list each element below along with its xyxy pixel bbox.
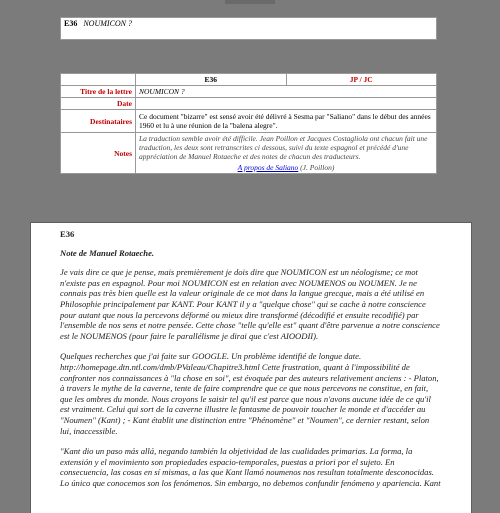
notes-label: Notes — [61, 133, 136, 174]
link-author: (J. Poillon) — [300, 163, 335, 172]
title-value: NOUMICON ? — [136, 86, 437, 98]
document-page — [31, 223, 471, 513]
translator-initials: JP / JC — [349, 75, 373, 84]
paragraph: "Kant dio un paso más allá, negando también la objetividad de las cualidades primarias. La forma, la extensión y el movimiento son propiedades espacio-temporales, puestas a priori por el sujeto. En consecuencia, las cosas en sí mismas, a las que Kant llamó noumenos nos resultan totalmente desconocidas. Lo único que conocemos son los fenómenos. Sin embargo, no debemos confundir fenómeno y apariencia. Kant — [60, 446, 441, 488]
notes-value: La traduction semble avoir été difficile. Jean Poillon et Jacques Costagliola ont chacun fait une traduction, les deux sont retranscrites ci dessous, suivi du texte espagnol et précédé d'une appréciation de Manuel Rotaeche et des notes de chacun des traducteurs. — [139, 134, 428, 161]
code-value-row — [136, 74, 437, 86]
date-label: Date — [61, 98, 136, 110]
table-row — [61, 74, 437, 86]
header-title: NOUMICON ? — [83, 19, 133, 28]
table-row — [61, 110, 437, 133]
date-value — [136, 98, 437, 110]
header-card — [60, 17, 437, 40]
about-saliano-link[interactable]: A propos de Saliano — [237, 163, 299, 172]
doc-code: E36 — [136, 74, 286, 85]
recipients-label: Destinataires — [61, 110, 136, 133]
top-bar-stub — [225, 0, 275, 4]
code-cell — [61, 74, 136, 86]
notes-cell — [136, 133, 437, 174]
table-row — [61, 86, 437, 98]
paragraph: Quelques recherches que j'ai faite sur GOOGLE. Un problème identifié de longue date. http://homepage.dtn.ntl.com/dmb/PValeau/Chapitre3.html Cette frustration, quant à l'impossibilité de confronter nos connaissances à "la chose en soi", est évoquée par des auteurs relativement anciens : - Platon, à travers le mythe de la caverne, tente de faire comprendre que ce que nous percevons ne constitue, en fait, que les ombres du monde. Nous croyons le saisir tel qu'il est parce que nous n'avons aucune idée de ce qu'il est vraiment. Celui qui sort de la caverne illustre le fantasme de pouvoir toucher le monde et d'accéder au "Noumen" (Kant) ; - Kant établit une distinction entre "Phénomène" et "Noumen", ce dernier restant, selon lui, inaccessible. — [60, 351, 439, 436]
title-label: Titre de la lettre — [61, 86, 136, 98]
paragraph: Je vais dire ce que je pense, mais premièrement je dois dire que NOUMICON est un néologisme; ce mot n'existe pas en espagnol. Pour moi NOUMICON est en relation avec NOUMENOS ou NOUMEN. Je ne connais pas très bien quelle est la valeur originale de ce mot dans la langue grecque, mais a été utilisé en Philosophie principalement par KANT. Pour KANT il y a "quelque chose" qui se cache à notre conscience pour autant que nous la percevons déformé ou mieux dire transformé (décodifié et ensuite recodifié) par l'ensemble de nos sens et notre pensée. Cette chose "telle qu'elle est" quant d'être parvenue a notre conscience est le NOUMENOS (pour faire le parallélisme je dirai que c'est AIOODII). — [60, 267, 440, 341]
table-row — [61, 133, 437, 174]
about-link-row — [139, 161, 433, 172]
table-row — [61, 98, 437, 110]
recipients-value: Ce document "bizarre" est sensé avoir été délivré à Sesma par "Saliano" dans le début des années 1960 et lu à une réunion de la "balena alegre". — [136, 110, 437, 133]
metadata-table — [60, 73, 437, 174]
header-code: E36 — [64, 19, 78, 28]
note-title: Note de Manuel Rotaeche. — [60, 247, 155, 258]
document-id: E36 — [60, 229, 75, 239]
